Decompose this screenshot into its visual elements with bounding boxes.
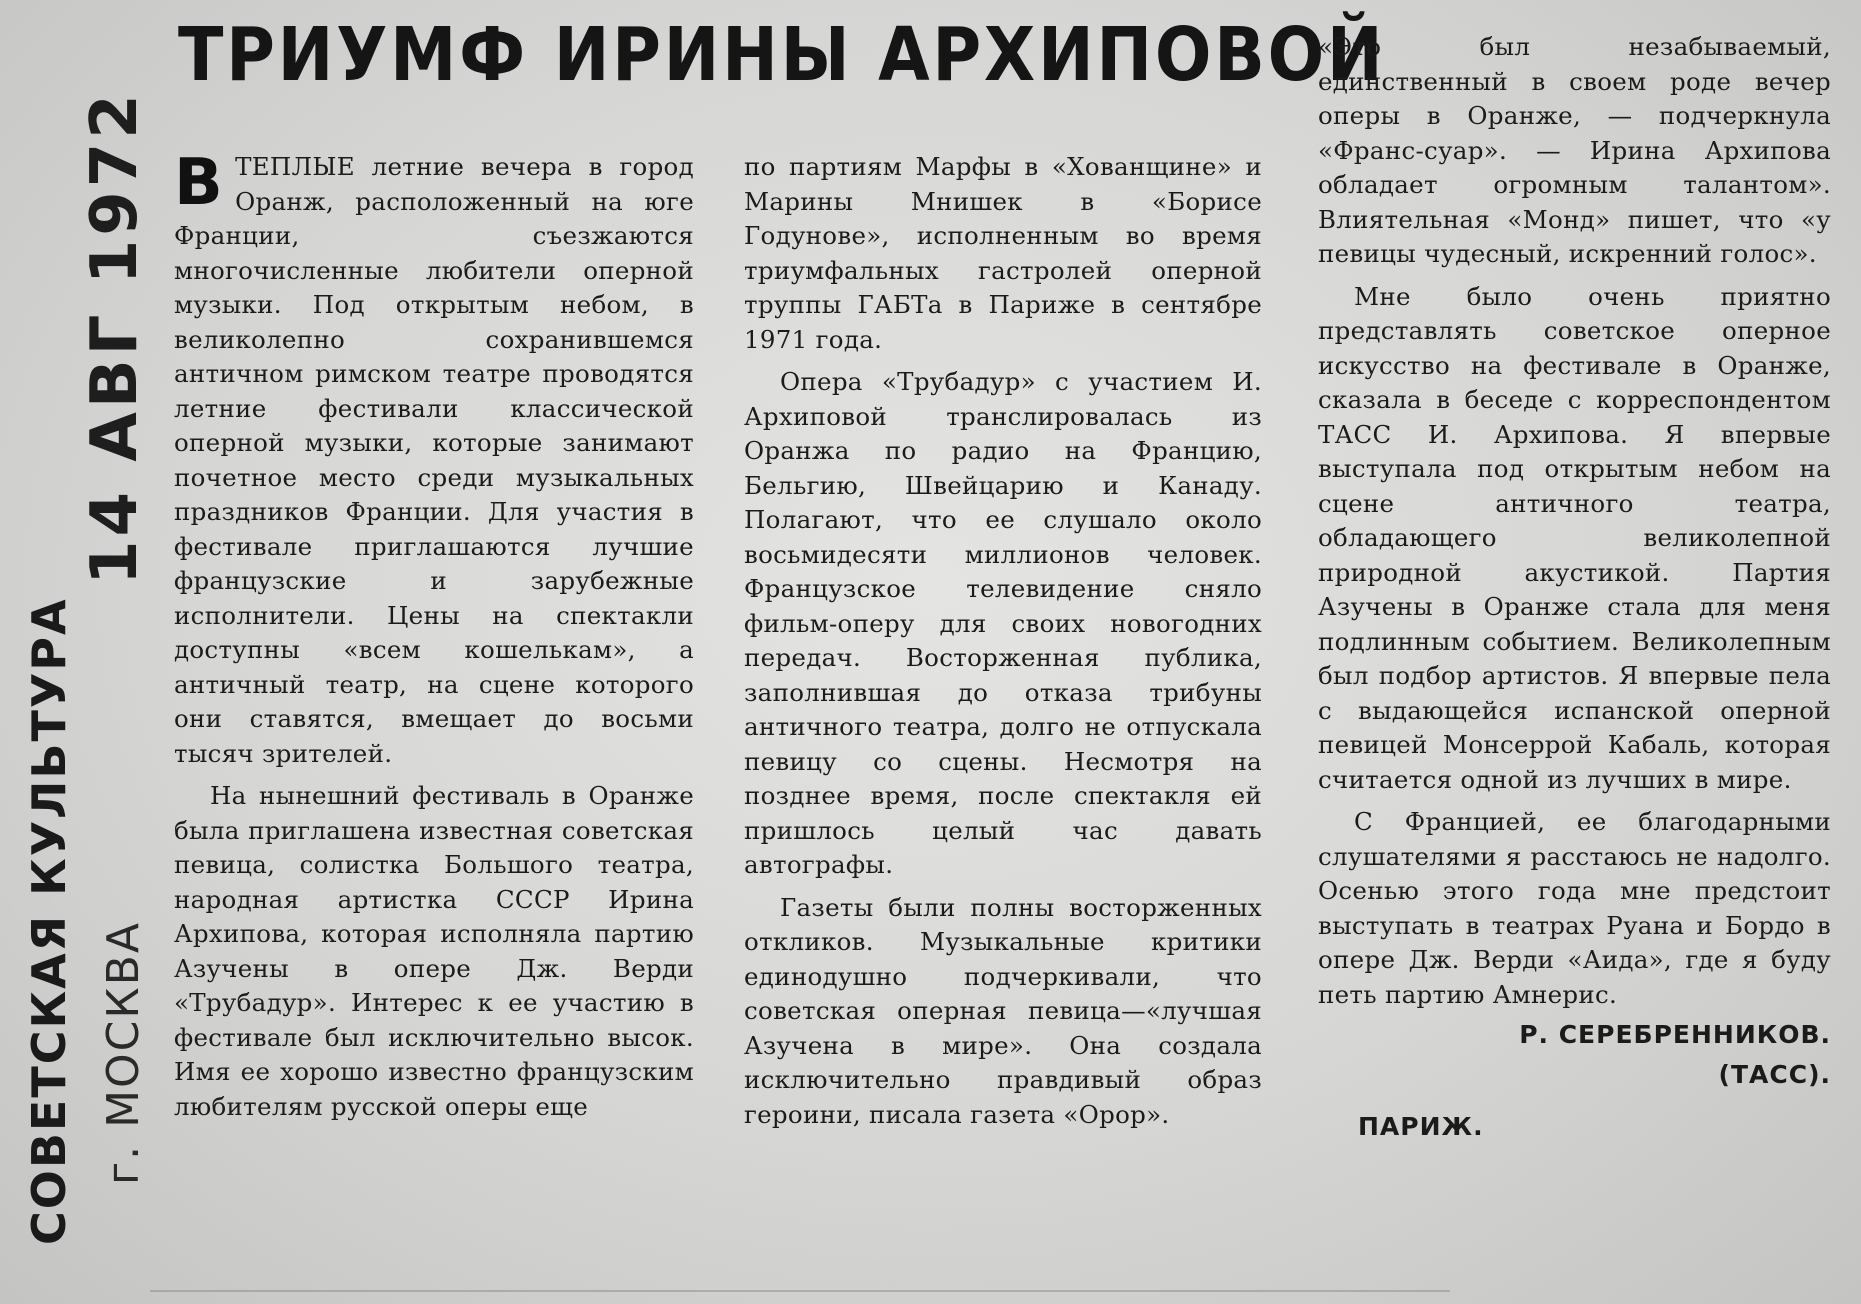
paragraph: Опера «Трубадур» с участием И. Архиповой транслировалась из Оранжа по радио на Францию, Бельгию, Швейцарию и Канаду. Полагают, что ее слушало около восьмидесяти миллионов человек. Французское телевидение сняло фильм-оперу для своих новогодних передач. Восторженная публика, заполнившая до отказа трибуны античного театра, долго не отпускала певицу со сцены. Несмотря на позднее время, после спектакля ей пришлось целый час давать автографы.: [744, 367, 1262, 879]
stamp-date: 14 АВГ 1972: [78, 90, 152, 585]
column-3: [1318, 30, 1831, 1145]
paragraph: Мне было очень приятно представлять советское оперное искусство на фестивале в Оранже, сказала в беседе с корреспондентом ТАСС И. Архипова. Я впервые выступала под открытым небом на сцене античного театра, обладающего великолепной природной акустикой. Партия Азучены в Оранже стала для меня подлинным событием. Великолепным был подбор артистов. Я впервые пела с выдающейся испанской оперной певицей Монсеррой Кабаль, которая считается одной из лучших в мире.: [1318, 281, 1831, 794]
paragraph: ТЕПЛЫЕ летние вечера в город Оранж, расположенный на юге Франции, съезжаются многочисленные любители оперной музыки. Под открытым небом, в великолепно сохранившемся античном римском театре проводятся летние фестивали классической оперной музыки, которые занимают почетное место среди музыкальных праздников Франции. Для участия в фестивале приглашаются лучшие французские и зарубежные исполнители. Цены на спектакли доступны «всем кошелькам», а античный театр, на сцене которого они ставятся, вмещает до восьми тысяч зрителей.: [174, 152, 694, 768]
paragraph: На нынешний фестиваль в Оранже была приглашена известная советская певица, солистка Большого театра, народная артистка СССР Ирина Архипова, которая исполняла партию Азучены в опере Дж. Верди «Трубадур». Интерес к ее участию в фестивале был исключительно высок. Имя ее хорошо известно французским любителям русской оперы еще: [174, 781, 694, 1121]
author-name: Р. СЕРЕБРЕННИКОВ.: [1519, 1020, 1831, 1049]
paragraph: по партиям Марфы в «Хованщине» и Марины Мнишек в «Борисе Годунове», исполненным во время триумфальных гастролей оперной труппы ГАБТа в Париже в сентябре 1971 года.: [744, 152, 1262, 354]
paragraph: С Францией, ее благодарными слушателями я расстаюсь не надолго. Осенью этого года мне предстоит выступать в театрах Руана и Бордо в опере Дж. Верди «Аида», где я буду петь партию Амнерис.: [1318, 807, 1831, 1009]
paragraph: «Это был незабываемый, единственный в своем роде вечер оперы в Оранже, — подчеркнула «Франс-суар». — Ирина Архипова обладает огромным талантом». Влиятельная «Монд» пишет, что «у певицы чудесный, искренний голос».: [1318, 32, 1831, 268]
stamp-newspaper-name: СОВЕТСКАЯ КУЛЬТУРА: [22, 597, 76, 1245]
column-2: [744, 150, 1262, 1132]
article-headline: ТРИУМФ ИРИНЫ АРХИПОВОЙ: [178, 12, 1386, 98]
author-agency: (ТАСС).: [1718, 1060, 1831, 1089]
paragraph: Газеты были полны восторженных откликов. Музыкальные критики единодушно подчеркивали, что советская оперная певица—«лучшая Азучена в мире». Она создала исключительно правдивый образ героини, писала газета «Орор».: [744, 892, 1262, 1129]
stamp-city: г. МОСКВА: [98, 921, 149, 1185]
dateline: ПАРИЖ.: [1358, 1112, 1484, 1141]
drop-cap: В: [174, 146, 224, 220]
bottom-edge: [150, 1290, 1450, 1292]
column-1: [174, 146, 694, 1124]
